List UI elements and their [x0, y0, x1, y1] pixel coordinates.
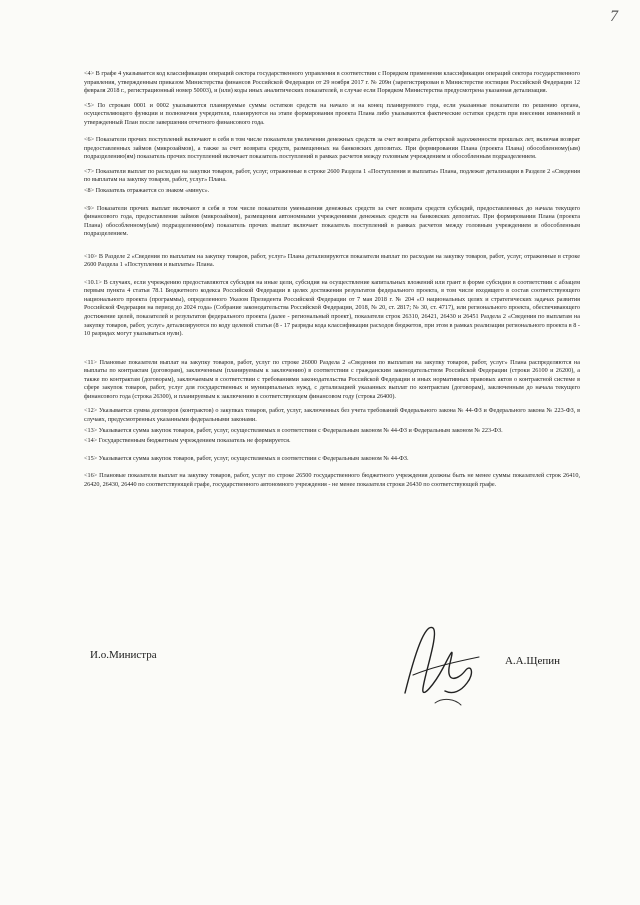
footnote-14: <14> Государственным бюджетным учреждением показатель не формируется.	[84, 437, 291, 445]
footnotes-section	[84, 70, 580, 495]
footnote-13: <13> Указывается сумма закупок товаров, работ, услуг, осуществляемых в соответствии с Федеральным законом № 44-ФЗ и Федеральным законом № 223-ФЗ.	[84, 426, 503, 434]
footnote-16: <16> Плановые показатели выплат на закупку товаров, работ, услуг по строке 26500 государственного бюджетного учреждения должны быть не менее суммы показателей строк 26410, 26420, 26430, 26440 по соответствующей графе, государственного автономного учреждения - не менее показателя строки 26430 по соответствующей графе.	[84, 472, 580, 488]
footnote-4: <4> В графе 4 указывается код классификации операций сектора государственного управления в соответствии с Порядком применения классификации операций сектора государственного управления, утвержденным приказом Министерства финансов Российской Федерации от 29 ноября 2017 г. № 209н (зарегистрирован в Министерстве юстиции Российской Федерации 12 февраля 2018 г., регистрационный номер 50003), и (или) коды иных аналитических показателей, в случае если Порядком Министерства предусмотрена указанная детализация.	[84, 70, 580, 95]
signatory-title: И.о.Министра	[90, 649, 157, 661]
footnote-8: <8> Показатель отражается со знаком «минус».	[84, 187, 210, 195]
footnote-10: <10> В Разделе 2 «Сведения по выплатам на закупку товаров, работ, услуг» Плана детализируются показатели выплат по расходам на закупку товаров, работ, услуг, отраженные в строке 2600 Раздела 1 «Поступления и выплаты» Плана.	[84, 252, 580, 269]
footnote-9: <9> Показатели прочих выплат включают в себя в том числе показатели уменьшения денежных средств за счет возврата средств субсидий, предоставленных до начала текущего финансового года, предоставления займов (микрозаймов), размещения автономными учреждениями денежных средств на банковских депозитах. При формировании Плана (проекта Плана) обособленному(ым) подразделению(ям) показатель прочих выплат включает показатель поступлений в рамках расчетов между головным учреждением и обособленным подразделением.	[84, 204, 580, 238]
footnote-5: <5> По строкам 0001 и 0002 указываются планируемые суммы остатков средств на начало и на конец планируемого года, если указанные показатели по решению органа, осуществляющего функции и полномочия учредителя, планируются на этапе формирования проекта Плана либо указываются фактические остатки средств при внесении изменений в утвержденный План после завершения отчетного финансового года.	[84, 101, 580, 126]
handwritten-signature-icon	[395, 613, 485, 713]
footnote-15: <15> Указывается сумма закупок товаров, работ, услуг, осуществляемых в соответствии с Федеральным законом № 44-ФЗ.	[84, 454, 409, 462]
signatory-name: А.А.Щепин	[504, 655, 560, 667]
footnote-11: <11> Плановые показатели выплат на закупку товаров, работ, услуг по строке 26000 Раздела 2 «Сведения по выплатам на закупку товаров, работ, услуг» Плана распределяются на выплаты по контрактам (договорам), заключенным (планируемым к заключению) в соответствии с гражданским законодательством Российской Федерации (строки 26100 и 26200), а также по контрактам (договорам), заключаемым в соответствии с требованиями законодательства Российской Федерации и иных нормативных правовых актов о контрактной системе в сфере закупок товаров, работ, услуг для государственных и муниципальных нужд, с детализацией указанных выплат по контрактам (договорам), заключенным до начала текущего финансового года (строка 26300), и планируемым к заключению в соответствующем финансовом году (строка 26400).	[84, 358, 580, 400]
footnote-7: <7> Показатели выплат по расходам на закупки товаров, работ, услуг, отраженные в строке 2600 Раздела 1 «Поступления и выплаты» Плана, подлежат детализации в Разделе 2 «Сведения по выплатам на закупку товаров, работ, услуг» Плана.	[84, 167, 580, 184]
footnote-12: <12> Указывается сумма договоров (контрактов) о закупках товаров, работ, услуг, заключенных без учета требований Федерального закона № 44-ФЗ и Федерального закона № 223-ФЗ, в случаях, предусмотренных указанными федеральными законами.	[84, 407, 580, 423]
signature-block	[90, 645, 560, 705]
footnote-10-1: <10.1> В случаях, если учреждению предоставляются субсидия на иные цели, субсидия на осуществление капитальных вложений или грант в форме субсидии в соответствии с абзацем первым пункта 4 статьи 78.1 Бюджетного кодекса Российской Федерации в целях достижения результатов федерального проекта, в том числе входящего в состав соответствующего национального проекта (программы), определенного Указом Президента Российской Федерации от 7 мая 2018 г. № 204 «О национальных целях и стратегических задачах развития Российской Федерации на период до 2024 года» (Собрание законодательства Российской Федерации, 2018, № 20, ст. 2817; № 30, ст. 4717), или регионального проекта, обеспечивающего достижение целей, показателей и результатов федерального проекта (далее - региональный проект), показатели строк 26310, 26421, 26430 и 26451 Раздела 2 «Сведения по выплатам на закупку товаров, работ, услуг» детализируются по коду целевой статьи (8 - 17 разряды кода классификации расходов бюджетов, при этом в рамках реализации регионального проекта в 8 - 10 разрядах могут указываться нули).	[84, 278, 580, 338]
footnote-6: <6> Показатели прочих поступлений включают в себя в том числе показатели увеличения денежных средств за счет возврата дебиторской задолженности прошлых лет, включая возврат предоставленных займов (микрозаймов), а также за счет возврата средств, размещенных на банковских депозитах. При формировании Плана (проекта Плана) обособленному(ым) подразделению(ям) показатель прочих поступлений включает показатель поступлений в рамках расчетов между головным учреждением и обособленным подразделением.	[84, 136, 580, 161]
page-number: 7	[610, 8, 618, 25]
